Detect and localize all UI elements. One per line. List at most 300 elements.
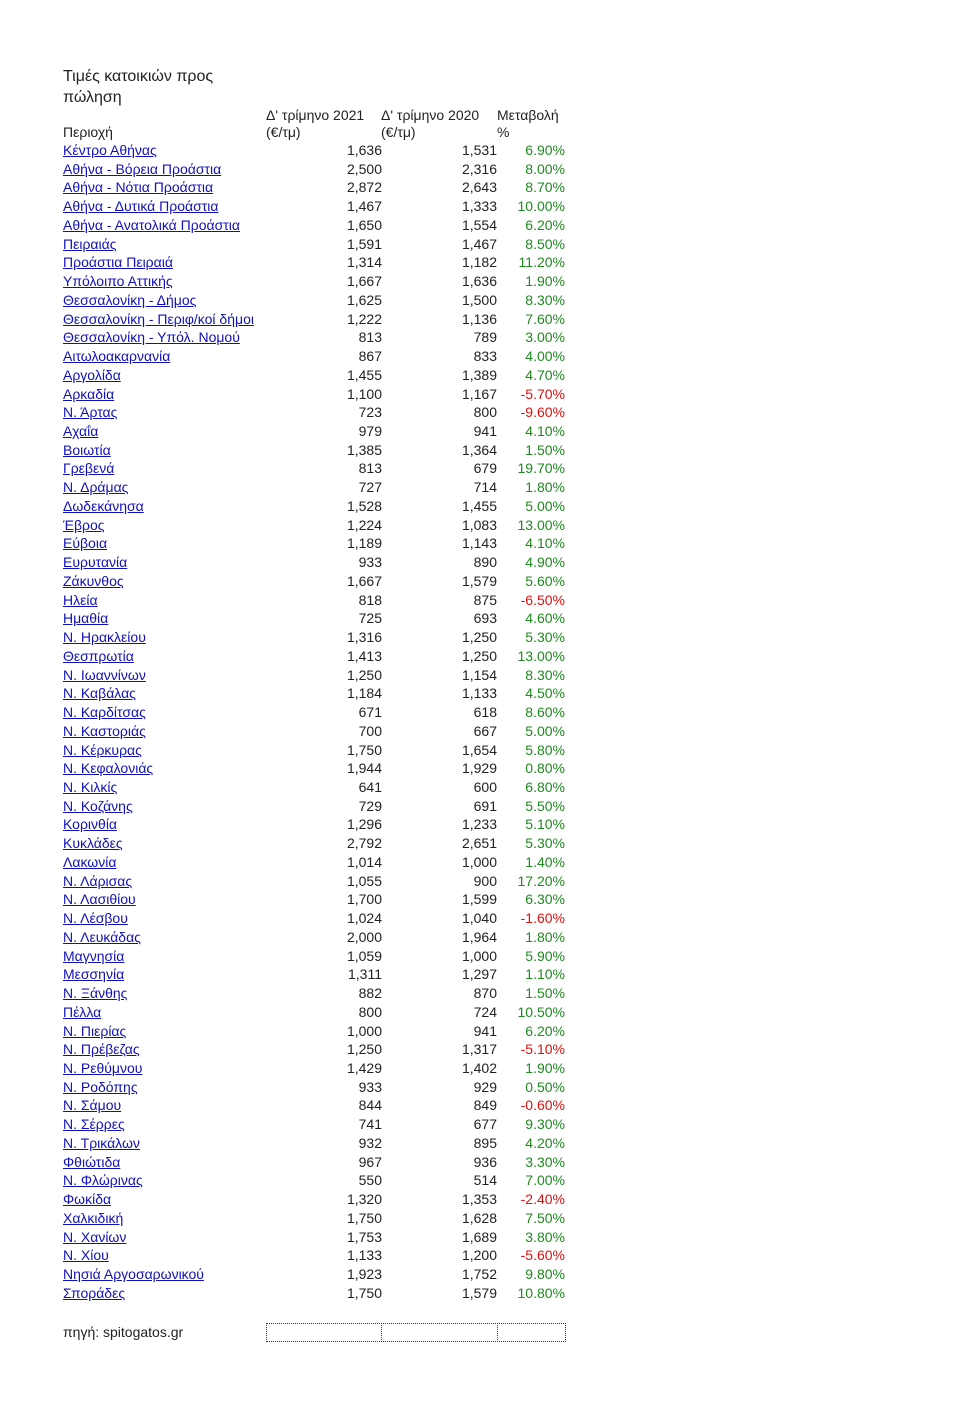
price-q4-2020: 1,143 (461, 535, 497, 552)
region-link[interactable]: Φθιώτιδα (63, 1153, 121, 1170)
change-percent: -5.70% (520, 385, 565, 402)
table-row (0, 422, 960, 441)
region-link[interactable]: Ν. Κεφαλονιάς (63, 760, 154, 777)
price-q4-2020: 895 (473, 1134, 497, 1151)
change-percent: 6.80% (525, 778, 565, 795)
price-q4-2021: 1,750 (346, 1284, 382, 1301)
change-percent: 10.00% (517, 198, 565, 215)
price-q4-2021: 1,413 (346, 647, 382, 664)
region-link[interactable]: Αχαΐα (63, 423, 99, 440)
price-q4-2021: 2,792 (346, 835, 382, 852)
table-row (0, 1115, 960, 1134)
price-q4-2021: 1,944 (346, 760, 382, 777)
region-link[interactable]: Αθήνα - Νότια Προάστια (63, 179, 214, 196)
price-q4-2020: 679 (473, 460, 497, 477)
change-percent: 4.70% (525, 366, 565, 383)
price-q4-2020: 667 (473, 722, 497, 739)
price-q4-2020: 1,353 (461, 1191, 497, 1208)
price-q4-2020: 677 (473, 1116, 497, 1133)
price-q4-2020: 1,628 (461, 1209, 497, 1226)
region-link[interactable]: Έβρος (63, 516, 105, 533)
change-percent: 7.50% (525, 1209, 565, 1226)
change-percent: 3.00% (525, 329, 565, 346)
table-row (0, 253, 960, 272)
region-link[interactable]: Αιτωλοακαρνανία (63, 348, 171, 365)
change-percent: 8.60% (525, 704, 565, 721)
price-q4-2021: 1,750 (346, 1209, 382, 1226)
table-row (0, 235, 960, 254)
region-link[interactable]: Ν. Ροδόπης (63, 1078, 138, 1095)
change-percent: 13.00% (517, 647, 565, 664)
table-row (0, 1190, 960, 1209)
price-q4-2020: 1,579 (461, 1284, 497, 1301)
price-q4-2021: 979 (358, 423, 382, 440)
price-q4-2021: 1,024 (346, 910, 382, 927)
region-link[interactable]: Αθήνα - Ανατολικά Προάστια (63, 216, 240, 233)
column-header-q4-2021: Δ' τρίμηνο 2021 (€/τμ) (266, 107, 365, 140)
region-link[interactable]: Κορινθία (63, 816, 118, 833)
change-percent: 6.20% (525, 1022, 565, 1039)
price-q4-2020: 1,200 (461, 1247, 497, 1264)
change-percent: 5.00% (525, 497, 565, 514)
price-q4-2021: 729 (358, 797, 382, 814)
region-link[interactable]: Υπόλοιπο Αττικής (63, 273, 173, 290)
table-row (0, 909, 960, 928)
change-percent: 8.30% (525, 666, 565, 683)
empty-cell (381, 1323, 498, 1342)
price-q4-2020: 875 (473, 591, 497, 608)
change-percent: 5.60% (525, 572, 565, 589)
table-row (0, 666, 960, 685)
region-link[interactable]: Προάστια Πειραιά (63, 254, 173, 271)
table-row (0, 872, 960, 891)
table-row (0, 366, 960, 385)
region-link[interactable]: Ευρυτανία (63, 554, 128, 571)
price-q4-2021: 867 (358, 348, 382, 365)
region-link[interactable]: Ν. Καρδίτσας (63, 704, 146, 721)
price-q4-2020: 1,364 (461, 441, 497, 458)
price-q4-2020: 800 (473, 404, 497, 421)
price-q4-2021: 1,636 (346, 142, 382, 158)
change-percent: 3.30% (525, 1153, 565, 1170)
column-header-q4-2020: Δ' τρίμηνο 2020 (€/τμ) (381, 107, 480, 140)
price-q4-2021: 813 (358, 329, 382, 346)
table-row (0, 722, 960, 741)
price-q4-2021: 1,700 (346, 891, 382, 908)
table-row (0, 778, 960, 797)
price-q4-2021: 818 (358, 591, 382, 608)
price-q4-2021: 2,000 (346, 928, 382, 945)
price-q4-2020: 691 (473, 797, 497, 814)
empty-cell (266, 1323, 382, 1342)
region-link[interactable]: Ν. Καστοριάς (63, 722, 146, 739)
table-row (0, 385, 960, 404)
table-row (0, 1265, 960, 1284)
table-row (0, 1171, 960, 1190)
change-percent: -2.40% (520, 1191, 565, 1208)
price-q4-2021: 741 (358, 1116, 382, 1133)
price-q4-2020: 1,136 (461, 310, 497, 327)
table-row (0, 497, 960, 516)
price-q4-2020: 849 (473, 1097, 497, 1114)
price-q4-2020: 1,500 (461, 291, 497, 308)
table-row (0, 1096, 960, 1115)
price-q4-2021: 967 (358, 1153, 382, 1170)
price-q4-2020: 1,599 (461, 891, 497, 908)
region-link[interactable]: Ν. Καβάλας (63, 685, 136, 702)
change-percent: 1.40% (525, 853, 565, 870)
table-row (0, 1022, 960, 1041)
region-link[interactable]: Χαλκιδική (63, 1209, 124, 1226)
region-link[interactable]: Ν. Λάρισας (63, 872, 133, 889)
table-row (0, 815, 960, 834)
table-row (0, 197, 960, 216)
change-percent: 3.80% (525, 1228, 565, 1245)
table-row (0, 160, 960, 179)
price-q4-2020: 1,250 (461, 647, 497, 664)
price-q4-2020: 1,579 (461, 572, 497, 589)
change-percent: 4.90% (525, 554, 565, 571)
region-link[interactable]: Μαγνησία (63, 947, 125, 964)
change-percent: 19.70% (517, 460, 565, 477)
change-percent: -9.60% (520, 404, 565, 421)
change-percent: -1.60% (520, 910, 565, 927)
region-link[interactable]: Θεσσαλονίκη - Περιφ/κοί δήμοι (63, 310, 254, 327)
region-link[interactable]: Ν. Κιλκίς (63, 778, 118, 795)
region-link[interactable]: Ηλεία (63, 591, 98, 608)
price-q4-2020: 693 (473, 610, 497, 627)
price-q4-2020: 514 (473, 1172, 497, 1189)
table-row (0, 1284, 960, 1303)
change-percent: 9.30% (525, 1116, 565, 1133)
price-q4-2020: 1,182 (461, 254, 497, 271)
region-link[interactable]: Ν. Χίου (63, 1247, 109, 1264)
column-header-region: Περιοχή (63, 124, 113, 140)
table-row (0, 703, 960, 722)
price-q4-2020: 900 (473, 872, 497, 889)
table-row (0, 1228, 960, 1247)
region-link[interactable]: Πειραιάς (63, 235, 117, 252)
region-link[interactable]: Εύβοια (63, 535, 108, 552)
change-percent: 0.80% (525, 760, 565, 777)
table-row (0, 1246, 960, 1265)
change-percent: 6.30% (525, 891, 565, 908)
region-link[interactable]: Αθήνα - Βόρεια Προάστια (63, 160, 222, 177)
price-q4-2021: 550 (358, 1172, 382, 1189)
change-percent: 5.50% (525, 797, 565, 814)
column-header-change: Μεταβολή % (497, 107, 559, 140)
price-q4-2020: 1,167 (461, 385, 497, 402)
region-link[interactable]: Δωδεκάνησα (63, 497, 144, 514)
region-link[interactable]: Μεσσηνία (63, 966, 125, 983)
region-link[interactable]: Ν. Λέσβου (63, 910, 128, 927)
region-link[interactable]: Κυκλάδες (63, 835, 123, 852)
price-q4-2021: 1,133 (346, 1247, 382, 1264)
table-row (0, 947, 960, 966)
region-link[interactable]: Ν. Δράμας (63, 479, 129, 496)
price-q4-2021: 727 (358, 479, 382, 496)
price-q4-2020: 833 (473, 348, 497, 365)
price-q4-2020: 1,636 (461, 273, 497, 290)
change-percent: 4.20% (525, 1134, 565, 1151)
table-row (0, 310, 960, 329)
change-percent: 6.90% (525, 142, 565, 158)
region-link[interactable]: Ν. Άρτας (63, 404, 118, 421)
change-percent: 8.30% (525, 291, 565, 308)
region-link[interactable]: Ν. Σέρρες (63, 1116, 125, 1133)
table-row (0, 291, 960, 310)
price-q4-2021: 2,872 (346, 179, 382, 196)
price-q4-2020: 1,000 (461, 853, 497, 870)
change-percent: 6.20% (525, 216, 565, 233)
price-q4-2021: 813 (358, 460, 382, 477)
region-link[interactable]: Ζάκυνθος (63, 572, 124, 589)
region-link[interactable]: Ν. Ρεθύμνου (63, 1059, 143, 1076)
table-row (0, 347, 960, 366)
price-q4-2020: 1,654 (461, 741, 497, 758)
price-q4-2020: 1,154 (461, 666, 497, 683)
change-percent: 4.10% (525, 535, 565, 552)
region-link[interactable]: Ν. Σάμου (63, 1097, 122, 1114)
price-q4-2020: 1,531 (461, 142, 497, 158)
region-link[interactable]: Ν. Πιερίας (63, 1022, 127, 1039)
price-q4-2020: 1,297 (461, 966, 497, 983)
source-note: πηγή: spitogatos.gr (63, 1324, 184, 1340)
price-q4-2021: 1,923 (346, 1266, 382, 1283)
price-q4-2021: 725 (358, 610, 382, 627)
table-row (0, 965, 960, 984)
price-q4-2021: 1,250 (346, 666, 382, 683)
price-q4-2020: 2,651 (461, 835, 497, 852)
region-link[interactable]: Ημαθία (63, 610, 109, 627)
region-link[interactable]: Γρεβενά (63, 460, 115, 477)
region-link[interactable]: Κέντρο Αθήνας (63, 142, 157, 158)
region-link[interactable]: Ν. Τρικάλων (63, 1134, 140, 1151)
price-q4-2021: 641 (358, 778, 382, 795)
empty-cell (497, 1323, 566, 1342)
price-q4-2020: 1,250 (461, 629, 497, 646)
price-q4-2020: 724 (473, 1003, 497, 1020)
price-q4-2021: 800 (358, 1003, 382, 1020)
region-link[interactable]: Νησιά Αργοσαρωνικού (63, 1266, 204, 1283)
table-row (0, 647, 960, 666)
price-q4-2021: 1,385 (346, 441, 382, 458)
price-q4-2021: 1,591 (346, 235, 382, 252)
price-q4-2020: 1,689 (461, 1228, 497, 1245)
price-q4-2021: 1,320 (346, 1191, 382, 1208)
table-row (0, 459, 960, 478)
price-q4-2020: 1,389 (461, 366, 497, 383)
price-q4-2021: 1,000 (346, 1022, 382, 1039)
price-q4-2021: 1,189 (346, 535, 382, 552)
price-q4-2020: 941 (473, 423, 497, 440)
change-percent: 13.00% (517, 516, 565, 533)
table-row (0, 403, 960, 422)
region-link[interactable]: Αρκαδία (63, 385, 115, 402)
region-link[interactable]: Πέλλα (63, 1003, 102, 1020)
price-q4-2020: 600 (473, 778, 497, 795)
table-row (0, 609, 960, 628)
price-q4-2021: 933 (358, 1078, 382, 1095)
change-percent: 10.80% (517, 1284, 565, 1301)
price-q4-2020: 929 (473, 1078, 497, 1095)
price-q4-2021: 2,500 (346, 160, 382, 177)
table-row (0, 272, 960, 291)
change-percent: 5.30% (525, 835, 565, 852)
table-row (0, 628, 960, 647)
change-percent: 8.50% (525, 235, 565, 252)
price-q4-2021: 1,055 (346, 872, 382, 889)
change-percent: 1.80% (525, 479, 565, 496)
data-table (0, 141, 960, 1303)
table-row (0, 534, 960, 553)
price-q4-2021: 933 (358, 554, 382, 571)
table-row (0, 553, 960, 572)
table-row (0, 572, 960, 591)
price-q4-2021: 1,750 (346, 741, 382, 758)
region-link[interactable]: Ν. Λασιθίου (63, 891, 136, 908)
price-q4-2021: 1,753 (346, 1228, 382, 1245)
change-percent: 1.10% (525, 966, 565, 983)
price-q4-2021: 1,250 (346, 1041, 382, 1058)
table-row (0, 797, 960, 816)
change-percent: 1.50% (525, 441, 565, 458)
region-link[interactable]: Θεσσαλονίκη - Δήμος (63, 291, 197, 308)
price-q4-2021: 1,314 (346, 254, 382, 271)
table-row (0, 1059, 960, 1078)
change-percent: 10.50% (517, 1003, 565, 1020)
table-row (0, 853, 960, 872)
price-q4-2020: 1,333 (461, 198, 497, 215)
price-q4-2020: 1,133 (461, 685, 497, 702)
region-link[interactable]: Ν. Ηρακλείου (63, 629, 146, 646)
change-percent: 1.50% (525, 985, 565, 1002)
region-link[interactable]: Ν. Ιωαννίνων (63, 666, 146, 683)
region-link[interactable]: Φωκίδα (63, 1191, 112, 1208)
table-row (0, 178, 960, 197)
region-link[interactable]: Βοιωτία (63, 441, 111, 458)
price-q4-2021: 1,467 (346, 198, 382, 215)
price-q4-2020: 936 (473, 1153, 497, 1170)
change-percent: 9.80% (525, 1266, 565, 1283)
price-q4-2021: 844 (358, 1097, 382, 1114)
price-q4-2021: 1,429 (346, 1059, 382, 1076)
table-row (0, 741, 960, 760)
price-q4-2021: 1,224 (346, 516, 382, 533)
region-link[interactable]: Ν. Ξάνθης (63, 985, 128, 1002)
region-link[interactable]: Αργολίδα (63, 366, 121, 383)
region-link[interactable]: Θεσσαλονίκη - Υπόλ. Νομού (63, 329, 240, 346)
table-row (0, 1153, 960, 1172)
price-q4-2020: 1,233 (461, 816, 497, 833)
price-q4-2021: 932 (358, 1134, 382, 1151)
price-q4-2020: 618 (473, 704, 497, 721)
change-percent: 1.80% (525, 928, 565, 945)
table-row (0, 441, 960, 460)
table-row (0, 591, 960, 610)
table-row (0, 928, 960, 947)
price-q4-2020: 714 (473, 479, 497, 496)
price-q4-2021: 1,059 (346, 947, 382, 964)
table-row (0, 890, 960, 909)
change-percent: 4.60% (525, 610, 565, 627)
change-percent: 5.30% (525, 629, 565, 646)
price-q4-2020: 941 (473, 1022, 497, 1039)
price-q4-2021: 1,311 (348, 966, 382, 983)
region-link[interactable]: Ν. Κέρκυρας (63, 741, 142, 758)
price-q4-2021: 1,667 (346, 273, 382, 290)
change-percent: 5.10% (525, 816, 565, 833)
change-percent: 5.00% (525, 722, 565, 739)
region-link[interactable]: Σποράδες (63, 1284, 126, 1301)
table-row (0, 834, 960, 853)
change-percent: -6.50% (520, 591, 565, 608)
table-row (0, 759, 960, 778)
price-q4-2020: 1,402 (461, 1059, 497, 1076)
price-q4-2021: 1,528 (346, 497, 382, 514)
change-percent: 7.60% (525, 310, 565, 327)
price-q4-2020: 2,643 (461, 179, 497, 196)
region-link[interactable]: Ν. Φλώρινας (63, 1172, 143, 1189)
change-percent: 4.50% (525, 685, 565, 702)
table-row (0, 216, 960, 235)
change-percent: 0.50% (525, 1078, 565, 1095)
price-q4-2020: 1,317 (461, 1041, 497, 1058)
change-percent: 5.80% (525, 741, 565, 758)
price-q4-2020: 870 (473, 985, 497, 1002)
table-row (0, 1040, 960, 1059)
table-row (0, 1134, 960, 1153)
price-q4-2021: 671 (358, 704, 382, 721)
price-q4-2020: 1,554 (461, 216, 497, 233)
change-percent: 11.20% (518, 254, 565, 271)
change-percent: 17.20% (517, 872, 565, 889)
region-link[interactable]: Θεσπρωτία (63, 647, 134, 664)
price-q4-2021: 723 (358, 404, 382, 421)
table-row (0, 1078, 960, 1097)
change-percent: -0.60% (520, 1097, 565, 1114)
change-percent: 7.00% (525, 1172, 565, 1189)
change-percent: 8.00% (525, 160, 565, 177)
price-q4-2021: 1,316 (346, 629, 382, 646)
region-link[interactable]: Αθήνα - Δυτικά Προάστια (63, 198, 219, 215)
price-q4-2020: 1,929 (461, 760, 497, 777)
price-q4-2021: 1,184 (346, 685, 382, 702)
region-link[interactable]: Ν. Λευκάδας (63, 928, 141, 945)
region-link[interactable]: Ν. Χανίων (63, 1228, 127, 1245)
price-q4-2021: 1,625 (346, 291, 382, 308)
table-row (0, 516, 960, 535)
region-link[interactable]: Λακωνία (63, 853, 117, 870)
change-percent: 4.10% (525, 423, 565, 440)
region-link[interactable]: Ν. Πρέβεζας (63, 1041, 140, 1058)
table-row (0, 684, 960, 703)
table-row (0, 141, 960, 160)
region-link[interactable]: Ν. Κοζάνης (63, 797, 133, 814)
price-q4-2020: 1,467 (461, 235, 497, 252)
page-title: Τιμές κατοικιών προς πώληση (63, 68, 214, 106)
price-q4-2020: 1,000 (461, 947, 497, 964)
price-q4-2020: 1,752 (461, 1266, 497, 1283)
price-q4-2021: 1,100 (346, 385, 382, 402)
price-q4-2021: 1,222 (346, 310, 382, 327)
change-percent: 1.90% (525, 1059, 565, 1076)
change-percent: 5.90% (525, 947, 565, 964)
price-q4-2021: 1,296 (346, 816, 382, 833)
table-row (0, 1209, 960, 1228)
change-percent: -5.60% (520, 1247, 565, 1264)
price-q4-2020: 890 (473, 554, 497, 571)
